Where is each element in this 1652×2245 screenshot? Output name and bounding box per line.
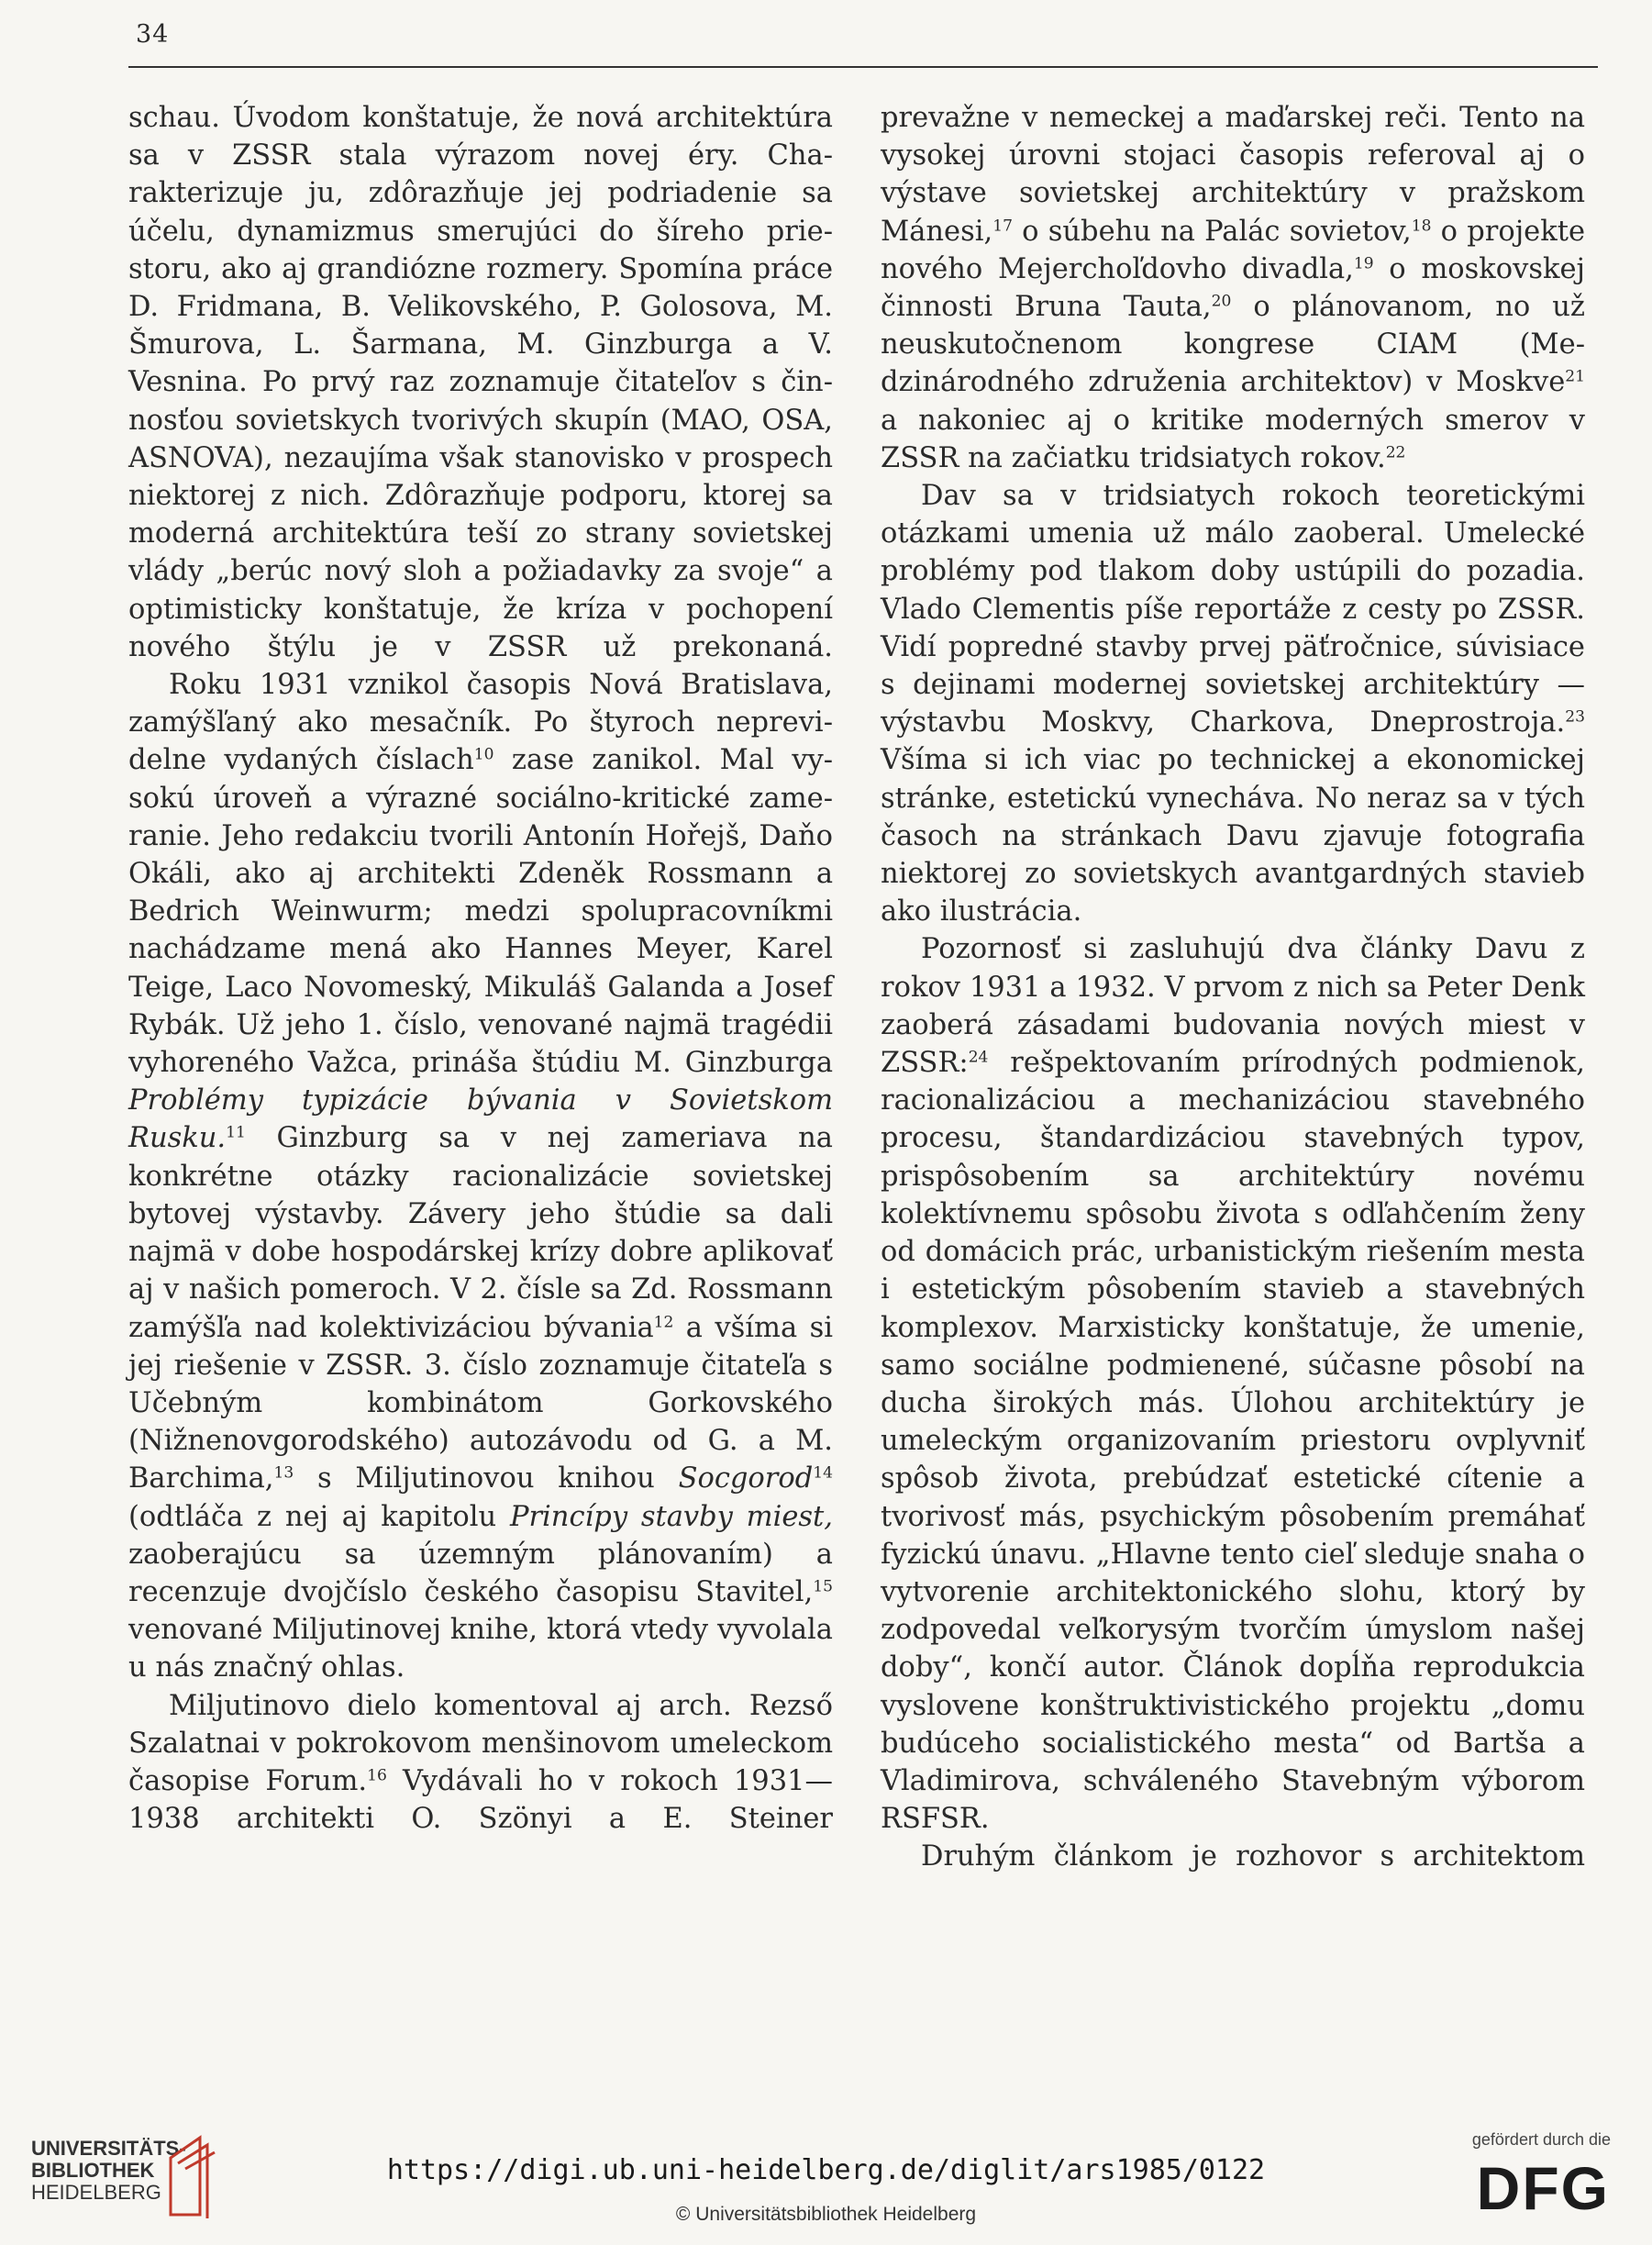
footnote-ref: 16 — [367, 1766, 387, 1785]
text-run: Ginzburg sa v nej zameriava na konkrétne otázky racionalizácie sovietskej bytovej výstavby. Závery jeho štúdie sa dali najmä v dobe hospodárskej krízy dobre aplikovať aj v našich pomeroch. V 2. čísle sa Zd. Rossmann zamýšľa nad kolektivizáciou bývania — [128, 1122, 833, 1344]
text-run: a nakoniec aj o kritike moderných smerov v ZSSR na začiatku tridsiatych rokov. — [881, 404, 1585, 474]
italic-title: Socgorod — [678, 1462, 814, 1495]
text-run: o plánovanom, no už neuskutočnenom kongrese CIAM (Medzinárodného združenia architektov) v Moskve — [881, 291, 1585, 399]
text-run: Roku 1931 vznikol časopis Nová Bratislava, zamýšľaný ako mesačník. Po štyroch neprevidelne vydaných číslach — [128, 669, 833, 777]
dfg-logo[interactable]: DFG — [1476, 2154, 1610, 2222]
footnote-ref: 22 — [1385, 443, 1406, 462]
text-run: zase zanikol. Mal vysokú úroveň a výrazné sociálno-kritické zameranie. Jeho redakciu tvorili Antonín Hořejš, Daňo Okáli, ako aj architekti Zdeněk Rossmann a Bedrich Weinwurm; medzi spolupracovníkmi nachádzame mená ako Hannes Meyer, Karel Teige, Laco Novomeský, Mikuláš Galanda a Josef Rybák. Už jeho 1. číslo, venované najmä tragédii vyhoreného Važca, prináša štúdiu M. Ginzburga — [128, 744, 833, 1080]
footnote-ref: 13 — [273, 1463, 294, 1483]
text-run: schau. Úvodom konštatuje, že nová architektúra sa v ZSSR stala výrazom novej éry. Charakterizuje ju, zdôrazňuje jej podriadenie sa účelu, dynamizmus smerujúci do šíreho priestoru, ako aj grandiózne rozmery. Spomína práce D. Fridmana, B. Velikovského, P. Golosova, M. Šmurova, L. Šarmana, M. Ginzburga a V. Vesnina. Po prvý raz zoznamuje čitateľov s činnosťou sovietskych tvorivých skupín (MAO, OSA, ASNOVA), nezaujíma však stanovisko v prospech niektorej z nich. Zdôrazňuje podporu, ktorej sa moderná architektúra teší zo strany sovietskej vlády „berúc nový sloh a požiadavky za svoje“ a optimisticky konštatuje, že kríza v pochopení nového štýlu je v ZSSR už prekonaná. — [128, 102, 833, 663]
text-run: zaoberajúcu sa územným plánovaním) a recenzuje dvojčíslo českého časopisu Stavitel, — [128, 1538, 833, 1608]
footnote-ref: 14 — [813, 1463, 833, 1483]
text-run: s Miljutinovou knihou — [294, 1462, 679, 1495]
library-name-line: UNIVERSITÄTS- — [31, 2137, 186, 2160]
header-rule — [128, 66, 1598, 68]
paragraph — [128, 666, 833, 1686]
paragraph — [881, 930, 1585, 1838]
footnote-ref: 20 — [1211, 292, 1232, 311]
footnote-ref: 17 — [992, 217, 1013, 236]
page-number: 34 — [136, 20, 170, 49]
italic-title: Problémy typizácie bývania v Sovietskom Rusku. — [128, 1084, 833, 1155]
library-name-line: HEIDELBERG — [31, 2181, 161, 2204]
text-run: o projekte nového Mejerchoľdovho divadla, — [881, 215, 1586, 285]
text-run: Všíma si ich viac po technickej a ekonomickej stránke, estetickú vynecháva. No neraz sa v tých časoch na stránkach Davu zjavuje fotografia niektorej zo sovietskych avantgardných stavieb ako ilustrácia. — [881, 744, 1585, 928]
funding-caption: gefördert durch die — [1471, 2130, 1611, 2149]
text-run: Miljutinovo dielo komentoval aj arch. Rezső Szalatnai v pokrokovom menšinovom umeleckom časopise Forum. — [128, 1689, 833, 1797]
footnote-ref: 10 — [473, 745, 494, 764]
paragraph — [128, 1687, 833, 1839]
right-column — [881, 99, 1585, 1876]
permalink-url[interactable]: https://digi.ub.uni-heidelberg.de/diglit/ars1985/0122 — [386, 2154, 1266, 2186]
paragraph — [881, 477, 1585, 930]
footnote-ref: 12 — [653, 1312, 674, 1331]
footnote-ref: 15 — [813, 1577, 833, 1596]
text-run: o súbehu na Palác sovietov, — [1012, 215, 1412, 248]
text-run: Dav sa v tridsiatych rokoch teoretickými otázkami umenia už málo zaoberal. Umelecké problémy pod tlakom doby ustúpili do pozadia. Vlado Clementis píše reportáže z cesty po ZSSR. Vidí popredné stavby prvej päťročnice, súvisiace s dejinami modernej sovietskej architektúry — výstavbu Moskvy, Charkova, Dneprostroja. — [881, 480, 1585, 739]
text-run: (odtláča z nej aj kapitolu — [128, 1500, 510, 1533]
digitization-footer — [0, 2110, 1652, 2245]
text-run: Pozornosť si zasluhujú dva články Davu z rokov 1931 a 1932. V prvom z nich sa Peter Denk zaoberá zásadami budovania nových miest v ZSSR: — [881, 933, 1585, 1080]
footnote-ref: 11 — [226, 1123, 246, 1142]
text-run: rešpektovaním prírodných podmienok, racionalizáciou a mechanizáciou stavebného procesu, štandardizáciou stavebných typov, prispôsobením sa architektúry novému kolektívnemu spôsobu života s odľahčením ženy od domácich prác, urbanistickým riešením mesta i estetickým pôsobením stavieb a stavebných komplexov. Marxisticky konštatuje, že umenie, samo sociálne podmienené, súčasne pôsobí na ducha širokých más. Úlohou architektúry je umeleckým organizovaním priestoru ovplyvniť spôsob života, prebúdzať estetické cítenie a tvorivosť más, psychickým pôsobením premáhať fyzickú únavu. „Hlavne tento cieľ sleduje snaha o vytvorenie architektonického slohu, ktorý by zodpovedal veľkorysým tvorčím úmyslom našej doby“, končí autor. Článok dopĺňa reprodukcia vyslovene konštruktivistického projektu „domu budúceho socialistického mesta“ od Bartša a Vladimirova, schváleného Stavebným výborom RSFSR. — [881, 1047, 1585, 1836]
footnote-ref: 23 — [1565, 707, 1585, 727]
footnote-ref: 19 — [1353, 254, 1374, 273]
footnote-ref: 24 — [968, 1048, 989, 1067]
paragraph — [881, 99, 1585, 477]
text-run: Druhým článkom je rozhovor s architektom — [921, 1840, 1585, 1873]
text-run: venované Miljutinovej knihe, ktorá vtedy vyvolala u nás značný ohlas. — [128, 1614, 833, 1684]
footnote-ref: 21 — [1565, 367, 1585, 386]
text-run: a všíma si jej riešenie v ZSSR. 3. číslo zoznamuje čitateľa s Učebným kombinátom Gorkovského (Nižnenovgorodského) autozávodu od G. a M. Barchima, — [128, 1311, 833, 1495]
footnote-ref: 18 — [1411, 217, 1432, 236]
text-run: Vydávali ho v rokoch 1931—1938 architekti O. Szönyi a E. Steiner — [128, 1764, 833, 1836]
paragraph — [128, 99, 833, 666]
text-run: o moskovskej činnosti Bruna Tauta, — [881, 252, 1585, 324]
italic-title: Princípy stavby miest, — [509, 1500, 834, 1533]
library-name-line: BIBLIOTHEK — [31, 2159, 155, 2182]
paragraph — [881, 1838, 1585, 1875]
text-run: prevažne v nemeckej a maďarskej reči. Tento na vysokej úrovni stojaci časopis referoval aj o výstave sovietskej architektúry v pražskom Mánesi, — [881, 102, 1585, 248]
copyright-notice: © Universitätsbibliothek Heidelberg — [675, 2204, 977, 2225]
left-column — [128, 99, 833, 1838]
